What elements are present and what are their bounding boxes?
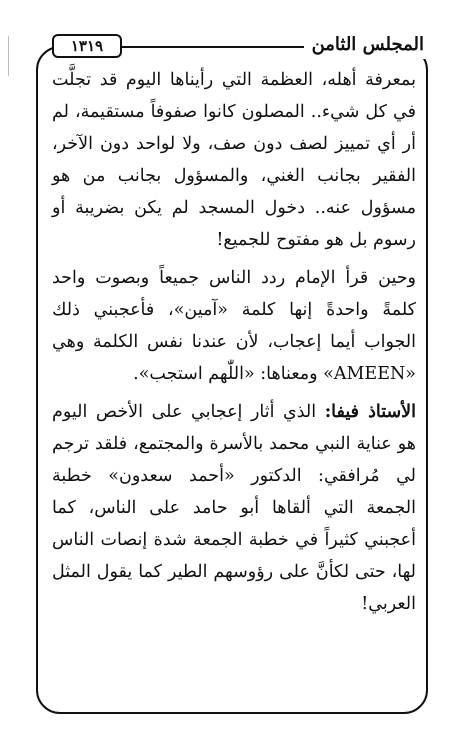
page-number: ١٣١٩	[52, 34, 122, 58]
body-text	[52, 64, 416, 626]
chapter-title: المجلس الثامن	[304, 31, 432, 59]
paragraph-3-text: الذي أثار إعجابي على الأخص اليوم هو عناية النبي محمد بالأسرة والمجتمع، فلقد ترجم لي مُرافقي: الدكتور «أحمد سعدون» خطبة الجمعة التي ألقاها أبو حامد على الناس، كما أعجبني كثيراً في خطبة الجمعة شدة إنصات الناس لها، حتى لكأنَّ على رؤوسهم الطير كما يقول المثل العربي!	[52, 402, 416, 614]
paragraph-2: وحين قرأ الإمام ردد الناس جميعاً وبصوت واحد كلمةً واحدةً إنها كلمة «آمين»، فأعجبني ذلك الجواب أيما إعجاب، لأن عندنا نفس الكلمة وهي «AMEEN» ومعناها: «اللّٰهم استجب».	[52, 268, 416, 384]
paragraph-3	[52, 396, 416, 620]
paragraph-1: بمعرفة أهله، العظمة التي رأيناها اليوم قد تجلَّت في كل شيء.. المصلون كانوا صفوفاً مستقيمة، لم أر أي تمييز لصف دون صف، ولا لواحد دون الآخر، الفقير بجانب الغني، والمسؤول بجانب من هو مسؤول عنه.. دخول المسجد لم يكن بضريبة أو رسوم بل هو مفتوح للجميع!	[52, 70, 416, 250]
scan-edge-mark	[8, 36, 9, 76]
speaker-name: الأستاذ فيفا:	[324, 402, 416, 422]
